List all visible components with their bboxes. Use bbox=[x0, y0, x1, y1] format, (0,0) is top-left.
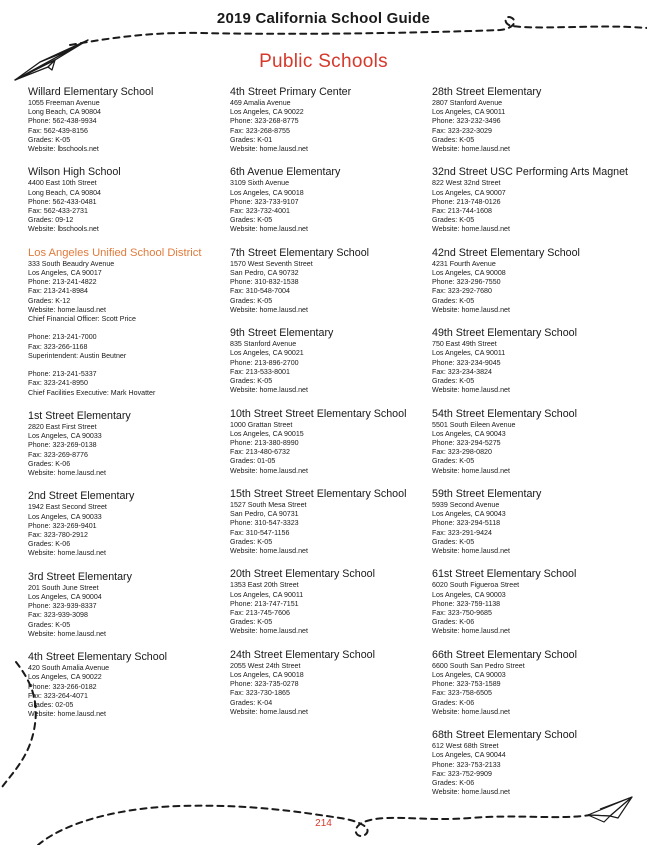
detail-line: Phone: 323-753-2133 bbox=[432, 760, 501, 769]
school-entry bbox=[432, 729, 637, 797]
detail-line: 750 East 49th Street bbox=[432, 340, 497, 349]
detail-line: 612 West 68th Street bbox=[432, 742, 499, 751]
detail-line: Los Angeles, CA 90008 bbox=[432, 269, 506, 278]
section-title: Public Schools bbox=[259, 51, 388, 72]
detail-line: Fax: 213-745-7606 bbox=[230, 609, 290, 618]
detail-line: 2820 East First Street bbox=[28, 423, 97, 432]
detail-line: Superintendent: Austin Beutner bbox=[28, 351, 127, 360]
detail-line: Phone: 213-747-7151 bbox=[230, 599, 299, 608]
detail-line: Los Angeles, CA 90043 bbox=[432, 429, 506, 438]
detail-line: 835 Stanford Avenue bbox=[230, 340, 297, 349]
detail-line: Website: home.lausd.net bbox=[230, 547, 308, 556]
detail-line: Fax: 323-752-9909 bbox=[432, 769, 492, 778]
detail-line: Website: home.lausd.net bbox=[432, 627, 510, 636]
detail-line: Fax: 323-730-1865 bbox=[230, 689, 290, 698]
school-entry bbox=[230, 488, 435, 556]
detail-line: Los Angeles, CA 90007 bbox=[432, 188, 506, 197]
detail-line: Website: home.lausd.net bbox=[28, 305, 106, 314]
detail-line: Website: home.lausd.net bbox=[230, 386, 308, 395]
detail-line: Grades: K-05 bbox=[432, 377, 475, 386]
detail-line: Phone: 323-269-9401 bbox=[28, 521, 97, 530]
detail-line: 1570 West Seventh Street bbox=[230, 259, 313, 268]
detail-line: 333 South Beaudry Avenue bbox=[28, 259, 115, 268]
detail-line: Phone: 323-266-0182 bbox=[28, 682, 97, 691]
detail-line: Los Angeles, CA 90011 bbox=[432, 349, 506, 358]
detail-line: Phone: 562-433-0481 bbox=[28, 197, 97, 206]
detail-line: 5501 South Eileen Avenue bbox=[432, 420, 516, 429]
detail-line: Website: home.lausd.net bbox=[432, 145, 510, 154]
detail-line: Grades: K-06 bbox=[432, 618, 475, 627]
detail-line: Fax: 323-298-0820 bbox=[432, 448, 492, 457]
page-number: 214 bbox=[315, 818, 332, 829]
detail-line: Grades: K-05 bbox=[432, 135, 475, 144]
school-name: 1st Street Elementary bbox=[28, 410, 131, 423]
detail-line: Fax: 323-266-1168 bbox=[28, 342, 88, 351]
detail-line: Phone: 213-241-7000 bbox=[28, 333, 97, 342]
school-name: Wilson High School bbox=[28, 166, 121, 179]
detail-line: Website: home.lausd.net bbox=[28, 469, 106, 478]
school-name: 59th Street Elementary bbox=[432, 488, 542, 501]
school-name: 7th Street Elementary School bbox=[230, 246, 370, 259]
detail-line: Grades: K-05 bbox=[230, 618, 273, 627]
detail-line: Grades: 01-05 bbox=[230, 457, 276, 466]
detail-line: Fax: 213-533-8001 bbox=[230, 367, 290, 376]
detail-line: Phone: 323-733-9107 bbox=[230, 197, 299, 206]
detail-line: 201 South June Street bbox=[28, 583, 99, 592]
detail-line: Website: home.lausd.net bbox=[28, 549, 106, 558]
district-name: Los Angeles Unified School District bbox=[28, 246, 202, 259]
detail-line: Phone: 213-241-5337 bbox=[28, 370, 97, 379]
school-entry bbox=[28, 651, 233, 719]
school-entry bbox=[230, 408, 435, 476]
detail-line: Website: home.lausd.net bbox=[28, 629, 106, 638]
detail-line: Fax: 213-480-6732 bbox=[230, 448, 290, 457]
school-entry bbox=[230, 327, 435, 395]
school-entry bbox=[230, 166, 435, 234]
detail-line: Los Angeles, CA 90011 bbox=[432, 108, 506, 117]
school-entry bbox=[28, 490, 233, 558]
detail-line: Grades: K-05 bbox=[230, 537, 273, 546]
detail-line: Fax: 323-291-9424 bbox=[432, 528, 492, 537]
directory-column-2 bbox=[230, 86, 435, 729]
detail-line: Grades: K-05 bbox=[230, 296, 273, 305]
detail-line: Phone: 323-939-8337 bbox=[28, 602, 97, 611]
school-entry bbox=[432, 649, 637, 717]
detail-line: 4400 East 10th Street bbox=[28, 179, 97, 188]
school-name: 10th Street Street Elementary School bbox=[230, 407, 407, 420]
school-name: 15th Street Street Elementary School bbox=[230, 488, 407, 501]
school-entry bbox=[432, 408, 637, 476]
detail-line: Phone: 323-232-3496 bbox=[432, 117, 501, 126]
school-name: 61st Street Elementary School bbox=[432, 568, 577, 581]
detail-line: Fax: 213-744-1608 bbox=[432, 207, 492, 216]
school-name: 3rd Street Elementary bbox=[28, 570, 132, 583]
school-entry bbox=[28, 571, 233, 639]
detail-line: Grades: K-05 bbox=[432, 537, 475, 546]
detail-line: 469 Amalia Avenue bbox=[230, 99, 291, 107]
school-name: 42nd Street Elementary School bbox=[432, 246, 580, 259]
school-name: 68th Street Elementary School bbox=[432, 729, 577, 742]
directory-column-1 bbox=[28, 86, 233, 732]
detail-line: 1942 East Second Street bbox=[28, 503, 107, 512]
detail-line: Los Angeles, CA 90018 bbox=[230, 188, 304, 197]
detail-line: 2807 Stanford Avenue bbox=[432, 99, 503, 107]
detail-line: San Pedro, CA 90732 bbox=[230, 269, 299, 278]
detail-line: Website: home.lausd.net bbox=[432, 788, 510, 797]
detail-line: Phone: 310-547-3323 bbox=[230, 519, 299, 528]
detail-line: Phone: 323-759-1138 bbox=[432, 599, 501, 608]
guide-title: 2019 California School Guide bbox=[216, 10, 431, 27]
school-name: 6th Avenue Elementary bbox=[230, 166, 341, 179]
detail-line: Phone: 323-268-8775 bbox=[230, 117, 299, 126]
detail-line: Grades: K-12 bbox=[28, 296, 71, 305]
school-entry bbox=[230, 86, 435, 154]
detail-line: Long Beach, CA 90804 bbox=[28, 188, 101, 197]
detail-line: 1527 South Mesa Street bbox=[230, 501, 307, 510]
school-name: 54th Street Elementary School bbox=[432, 407, 577, 420]
detail-line: Fax: 323-232-3029 bbox=[432, 126, 492, 135]
school-entry bbox=[230, 568, 435, 636]
detail-line: Website: home.lausd.net bbox=[432, 707, 510, 716]
detail-line: Website: home.lausd.net bbox=[432, 305, 510, 314]
detail-line: Fax: 562-439-8156 bbox=[28, 126, 88, 135]
detail-line: Los Angeles, CA 90018 bbox=[230, 671, 304, 680]
detail-line: Website: home.lausd.net bbox=[28, 710, 106, 719]
detail-line: Phone: 213-380-8990 bbox=[230, 439, 299, 448]
detail-line: Grades: K-05 bbox=[230, 377, 273, 386]
spacer bbox=[28, 324, 233, 333]
school-name: 9th Street Elementary bbox=[230, 327, 334, 340]
school-name: 4th Street Primary Center bbox=[230, 86, 352, 98]
detail-line: Grades: K-05 bbox=[28, 135, 71, 144]
school-entry bbox=[230, 247, 435, 315]
detail-line: 6020 South Figueroa Street bbox=[432, 581, 520, 590]
detail-line: 2055 West 24th Street bbox=[230, 661, 301, 670]
detail-line: Fax: 323-269-8776 bbox=[28, 450, 88, 459]
detail-line: 4231 Fourth Avenue bbox=[432, 259, 496, 268]
detail-line: Fax: 323-292-7680 bbox=[432, 287, 492, 296]
detail-line: Los Angeles, CA 90022 bbox=[230, 108, 304, 117]
school-name: 28th Street Elementary bbox=[432, 86, 542, 98]
detail-line: Los Angeles, CA 90033 bbox=[28, 432, 102, 441]
detail-line: 420 South Amalia Avenue bbox=[28, 664, 110, 673]
school-entry bbox=[28, 410, 233, 478]
school-name: 66th Street Elementary School bbox=[432, 648, 577, 661]
detail-line: Website: home.lausd.net bbox=[230, 707, 308, 716]
detail-line: Website: lbschools.net bbox=[28, 225, 99, 234]
detail-line: Website: home.lausd.net bbox=[432, 466, 510, 475]
detail-line: Grades: K-05 bbox=[230, 216, 273, 225]
school-name: 2nd Street Elementary bbox=[28, 490, 135, 503]
detail-line: Fax: 323-241-8950 bbox=[28, 379, 88, 388]
detail-line: Fax: 323-939-3098 bbox=[28, 611, 88, 620]
detail-line: Website: home.lausd.net bbox=[230, 305, 308, 314]
school-entry bbox=[432, 327, 637, 395]
detail-line: San Pedro, CA 90731 bbox=[230, 510, 299, 519]
detail-line: Fax: 323-264-4071 bbox=[28, 691, 88, 700]
detail-line: Los Angeles, CA 90044 bbox=[432, 751, 506, 760]
detail-line: Fax: 562-433-2731 bbox=[28, 207, 88, 216]
detail-line: Website: home.lausd.net bbox=[432, 547, 510, 556]
detail-line: Los Angeles, CA 90022 bbox=[28, 673, 102, 682]
detail-line: Fax: 310-548-7004 bbox=[230, 287, 290, 296]
detail-line: 5939 Second Avenue bbox=[432, 501, 500, 510]
detail-line: Phone: 213-241-4822 bbox=[28, 278, 97, 287]
detail-line: Website: home.lausd.net bbox=[230, 225, 308, 234]
detail-line: Fax: 310-547-1156 bbox=[230, 528, 290, 537]
detail-line: Grades: K-06 bbox=[28, 540, 71, 549]
detail-line: Grades: K-05 bbox=[432, 296, 475, 305]
detail-line: Website: home.lausd.net bbox=[230, 145, 308, 154]
school-name: Willard Elementary School bbox=[28, 86, 154, 98]
school-name: 32nd Street USC Performing Arts Magnet bbox=[432, 166, 629, 179]
detail-line: Grades: 02-05 bbox=[28, 701, 74, 710]
detail-line: Fax: 323-750-9685 bbox=[432, 609, 492, 618]
detail-line: Phone: 562-438-9934 bbox=[28, 117, 97, 126]
detail-line: Phone: 310-832-1538 bbox=[230, 278, 299, 287]
detail-line: 822 West 32nd Street bbox=[432, 179, 501, 188]
school-name: 49th Street Elementary School bbox=[432, 327, 577, 340]
school-entry bbox=[28, 86, 233, 154]
school-entry bbox=[432, 86, 637, 154]
detail-line: Los Angeles, CA 90011 bbox=[230, 590, 304, 599]
detail-line: Grades: K-06 bbox=[432, 779, 475, 788]
detail-line: 1000 Grattan Street bbox=[230, 420, 293, 429]
school-name: 24th Street Elementary School bbox=[230, 648, 375, 661]
detail-line: Phone: 323-294-5275 bbox=[432, 439, 501, 448]
detail-line: Phone: 323-735-0278 bbox=[230, 680, 299, 689]
detail-line: Website: home.lausd.net bbox=[230, 466, 308, 475]
detail-line: Grades: K-05 bbox=[28, 620, 71, 629]
detail-line: Grades: 09-12 bbox=[28, 216, 74, 225]
detail-line: 3109 Sixth Avenue bbox=[230, 179, 290, 188]
detail-line: Fax: 323-234-3824 bbox=[432, 367, 492, 376]
detail-line: Fax: 323-758-6505 bbox=[432, 689, 492, 698]
detail-line: Phone: 213-748-0126 bbox=[432, 197, 501, 206]
detail-line: Los Angeles, CA 90021 bbox=[230, 349, 304, 358]
detail-line: Phone: 323-296-7550 bbox=[432, 278, 501, 287]
detail-line: Grades: K-06 bbox=[432, 698, 475, 707]
detail-line: Phone: 323-753-1589 bbox=[432, 680, 501, 689]
school-entry bbox=[432, 568, 637, 636]
detail-line: Grades: K-04 bbox=[230, 698, 273, 707]
detail-line: Phone: 323-294-5118 bbox=[432, 519, 501, 528]
detail-line: 1055 Freeman Avenue bbox=[28, 99, 100, 107]
detail-line: Phone: 323-269-0138 bbox=[28, 441, 97, 450]
detail-line: 1353 East 20th Street bbox=[230, 581, 299, 590]
detail-line: Los Angeles, CA 90033 bbox=[28, 512, 102, 521]
school-name: 20th Street Elementary School bbox=[230, 568, 375, 581]
detail-line: Website: lbschools.net bbox=[28, 145, 99, 154]
detail-line: Grades: K-06 bbox=[28, 459, 71, 468]
detail-line: Los Angeles, CA 90004 bbox=[28, 593, 102, 602]
school-entry bbox=[28, 247, 233, 398]
detail-line: Grades: K-01 bbox=[230, 135, 273, 144]
detail-line: Website: home.lausd.net bbox=[230, 627, 308, 636]
school-entry bbox=[28, 166, 233, 234]
detail-line: Website: home.lausd.net bbox=[432, 225, 510, 234]
detail-line: Long Beach, CA 90804 bbox=[28, 108, 101, 117]
detail-line: Grades: K-05 bbox=[432, 457, 475, 466]
school-entry bbox=[432, 166, 637, 234]
detail-line: Fax: 323-268-8755 bbox=[230, 126, 290, 135]
detail-line: Fax: 323-732-4001 bbox=[230, 207, 290, 216]
detail-line: Website: home.lausd.net bbox=[432, 386, 510, 395]
detail-line: Los Angeles, CA 90043 bbox=[432, 510, 506, 519]
school-name: 4th Street Elementary School bbox=[28, 651, 168, 664]
detail-line: Phone: 323-234-9045 bbox=[432, 358, 501, 367]
detail-line: Chief Facilities Executive: Mark Hovatter bbox=[28, 388, 156, 397]
detail-line: Grades: K-05 bbox=[432, 216, 475, 225]
school-entry bbox=[230, 649, 435, 717]
detail-line: Los Angeles, CA 90003 bbox=[432, 671, 506, 680]
detail-line: Fax: 213-241-8984 bbox=[28, 287, 88, 296]
directory-column-3 bbox=[432, 86, 637, 810]
school-entry bbox=[432, 247, 637, 315]
school-entry bbox=[432, 488, 637, 556]
detail-line: Los Angeles, CA 90003 bbox=[432, 590, 506, 599]
spacer bbox=[28, 361, 233, 370]
detail-line: Los Angeles, CA 90017 bbox=[28, 269, 102, 278]
detail-line: Chief Financial Officer: Scott Price bbox=[28, 315, 136, 324]
detail-line: Los Angeles, CA 90015 bbox=[230, 429, 304, 438]
detail-line: Fax: 323-780-2912 bbox=[28, 531, 88, 540]
detail-line: 6600 South San Pedro Street bbox=[432, 661, 525, 670]
detail-line: Phone: 213-896-2700 bbox=[230, 358, 299, 367]
